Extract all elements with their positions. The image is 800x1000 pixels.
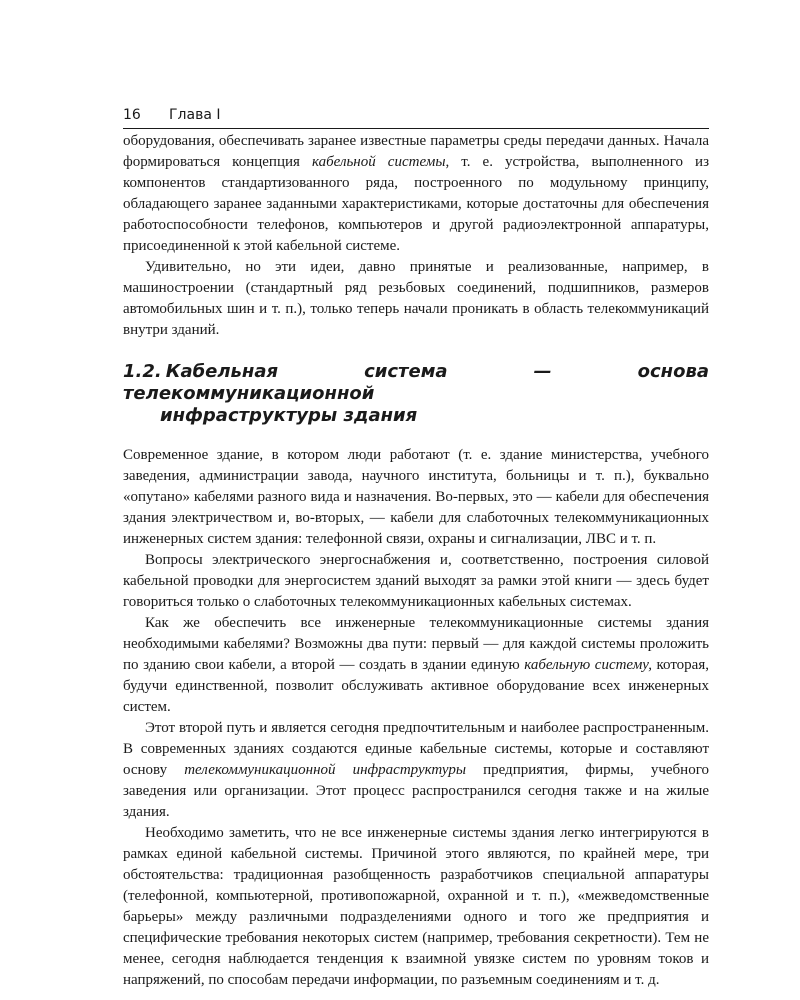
paragraph: Удивительно, но эти идеи, давно принятые и реализованные, например, в машиностроении (стандартный ряд резьбовых соединений, подшипников, размеров автомобильных шин и т. п.), только теперь начали проникать в область телекоммуникаций внутри зданий. bbox=[123, 259, 709, 338]
paragraph bbox=[123, 613, 709, 718]
emphasis-term: телекоммуникационной инфраструктуры bbox=[184, 762, 467, 778]
page-body bbox=[123, 131, 709, 991]
text-run: которая, будучи единственной, позволит обслуживать активное оборудование всех инженерных систем. bbox=[123, 657, 709, 715]
text-run: , т. е. устройства, выполненного из компонентов стандартизованного ряда, построенного по модульному принципу, обладающего заранее заданными характеристиками, которые достаточны для обеспечения работоспособности телефонов, компьютеров и другой радиоэлектронной аппаратуры, присоединенной к этой кабельной системе. bbox=[123, 154, 709, 254]
text-run: оборудования, обеспечивать заранее известные параметры среды передачи данных. Начала формироваться концепция bbox=[123, 133, 709, 170]
page-number: 16 bbox=[123, 107, 141, 123]
text-run: Как же обеспечить все инженерные телекоммуникационные системы здания необходимыми кабелями? Возможны два пути: первый — для каждой системы проложить по зданию свои кабели, а второй — создать в здании единую bbox=[123, 615, 709, 673]
paragraph bbox=[123, 718, 709, 823]
running-header bbox=[123, 106, 709, 129]
paragraph: Необходимо заметить, что не все инженерные системы здания легко интегрируются в рамках единой кабельной системы. Причиной этого являются, по крайней мере, три обстоятельства: традиционная разобщенность разработчиков специальной аппаратуры (телефонной, компьютерной, противопожарной, охранной и т. п.), «межведомственные барьеры» между различными подразделениями одного и того же предприятия и специфические требования некоторых систем (например, требования секретности). Тем не менее, сегодня наблюдается тенденция к взаимной увязке систем по уровням токов и напряжений, по способам передачи информации, по разъемным соединениям и т. д. bbox=[123, 825, 709, 988]
section-heading bbox=[123, 361, 709, 427]
emphasis-term: кабельной системы bbox=[311, 154, 446, 170]
emphasis-term: кабельную систему, bbox=[524, 657, 652, 673]
paragraph: Вопросы электрического энергоснабжения и, соответственно, построения силовой кабельной проводки для энергосистем зданий выходят за рамки этой книги — здесь будет говориться только о слаботочных телекоммуникационных кабельных системах. bbox=[123, 552, 709, 610]
section-title-line1: Кабельная система — основа телекоммуникационной bbox=[123, 361, 709, 404]
text-run: предприятия, фирмы, учебного заведения или организации. Этот процесс распространился сегодня также и на жилые здания. bbox=[123, 762, 709, 820]
section-title-line2: инфраструктуры здания bbox=[160, 405, 418, 426]
paragraph: Современное здание, в котором люди работают (т. е. здание министерства, учебного заведения, администрации завода, научного института, больницы и т. п.), буквально «опутано» кабелями разного вида и назначения. Во-первых, это — кабели для обеспечения здания электричеством и, во-вторых, — кабели для слаботочных телекоммуникационных инженерных систем здания: телефонной связи, охраны и сигнализации, ЛВС и т. п. bbox=[123, 447, 709, 547]
paragraph-continued bbox=[123, 131, 709, 257]
section-number: 1.2. bbox=[123, 361, 162, 382]
text-run: Этот второй путь и является сегодня предпочтительным и наиболее распространенным. В современных зданиях создаются единые кабельные системы, которые и составляют основу bbox=[123, 720, 709, 778]
chapter-label: Глава I bbox=[169, 107, 221, 123]
